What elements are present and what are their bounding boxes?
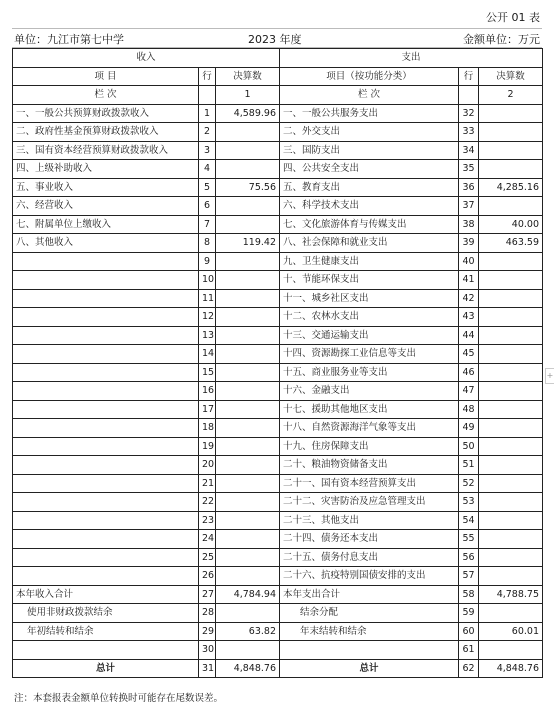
summary-row: [13, 641, 543, 660]
amount-unit: 金额单位：万元: [463, 33, 540, 46]
income-line-no: 14: [199, 345, 216, 364]
income-total-line: 31: [199, 659, 216, 678]
summary-income-amount: 4,784.94: [216, 585, 280, 604]
add-icon[interactable]: +: [545, 368, 554, 384]
expenditure-column-label: 栏 次: [280, 86, 459, 105]
income-item: [13, 493, 199, 512]
summary-income-item: 本年收入合计: [13, 585, 199, 604]
table-row: [13, 104, 543, 123]
table-row: [13, 197, 543, 216]
expenditure-item: 十三、交通运输支出: [280, 326, 459, 345]
expenditure-item: 五、教育支出: [280, 178, 459, 197]
income-item: 二、政府性基金预算财政拨款收入: [13, 123, 199, 142]
income-item-header: 项 目: [13, 67, 199, 86]
summary-expenditure-item: 结余分配: [280, 604, 459, 623]
summary-expenditure-amount: 60.01: [479, 622, 543, 641]
table-row: [13, 252, 543, 271]
expenditure-line-no: 37: [459, 197, 479, 216]
income-line-no: 23: [199, 511, 216, 530]
expenditure-amount: [479, 474, 543, 493]
income-item: [13, 363, 199, 382]
footnote: 注：本套报表金额单位转换时可能存在尾数误差。: [14, 693, 224, 704]
expenditure-amount: [479, 160, 543, 179]
column-index-row: [13, 86, 543, 105]
unit-bar: [12, 28, 542, 48]
expenditure-column-number: 2: [479, 86, 543, 105]
expenditure-amount: [479, 567, 543, 586]
income-line-no: 11: [199, 289, 216, 308]
table-row: [13, 400, 543, 419]
income-line-no: 24: [199, 530, 216, 549]
table-row: [13, 326, 543, 345]
expenditure-line-no: 41: [459, 271, 479, 290]
table-row: [13, 363, 543, 382]
expenditure-amount: [479, 548, 543, 567]
income-amount: [216, 530, 280, 549]
expenditure-line-no: 53: [459, 493, 479, 512]
expenditure-line-no: 55: [459, 530, 479, 549]
expenditure-amount: [479, 141, 543, 160]
expenditure-line-no: 35: [459, 160, 479, 179]
income-amount: [216, 363, 280, 382]
expenditure-item: 二十、粮油物资储备支出: [280, 456, 459, 475]
income-row-index-blank: [199, 86, 216, 105]
expenditure-line-no: 39: [459, 234, 479, 253]
income-amount: [216, 197, 280, 216]
summary-expenditure-item: 年末结转和结余: [280, 622, 459, 641]
income-row-header: 行: [199, 67, 216, 86]
expenditure-amount: [479, 308, 543, 327]
expenditure-line-no: 43: [459, 308, 479, 327]
income-item: [13, 474, 199, 493]
table-row: [13, 123, 543, 142]
income-item: [13, 456, 199, 475]
income-line-no: 16: [199, 382, 216, 401]
table-row: [13, 474, 543, 493]
income-amount: [216, 326, 280, 345]
income-amount: 75.56: [216, 178, 280, 197]
summary-row: [13, 585, 543, 604]
expenditure-item: 六、科学技术支出: [280, 197, 459, 216]
income-line-no: 5: [199, 178, 216, 197]
expenditure-amount: [479, 530, 543, 549]
income-item: [13, 548, 199, 567]
income-item: [13, 567, 199, 586]
expenditure-item: 二十六、抗疫特别国债安排的支出: [280, 567, 459, 586]
expenditure-line-no: 36: [459, 178, 479, 197]
income-amount: [216, 308, 280, 327]
expenditure-line-no: 38: [459, 215, 479, 234]
expenditure-item: 四、公共安全支出: [280, 160, 459, 179]
expenditure-line-no: 52: [459, 474, 479, 493]
expenditure-item: 十九、住房保障支出: [280, 437, 459, 456]
income-amount: [216, 123, 280, 142]
income-item: 八、其他收入: [13, 234, 199, 253]
income-amount-header: 决算数: [216, 67, 280, 86]
expenditure-amount: 40.00: [479, 215, 543, 234]
income-item: [13, 326, 199, 345]
expenditure-item: 二、外交支出: [280, 123, 459, 142]
income-item: 三、国有资本经营预算财政拨款收入: [13, 141, 199, 160]
column-header-row: [13, 67, 543, 86]
income-amount: [216, 252, 280, 271]
income-line-no: 12: [199, 308, 216, 327]
expenditure-amount: [479, 326, 543, 345]
income-line-no: 1: [199, 104, 216, 123]
expenditure-item: 十一、城乡社区支出: [280, 289, 459, 308]
expenditure-amount: [479, 511, 543, 530]
income-amount: [216, 456, 280, 475]
income-line-no: 6: [199, 197, 216, 216]
expenditure-line-no: 40: [459, 252, 479, 271]
summary-income-amount: 63.82: [216, 622, 280, 641]
expenditure-amount: [479, 493, 543, 512]
org-name: 单位：九江市第七中学: [14, 33, 124, 46]
income-line-no: 8: [199, 234, 216, 253]
table-row: [13, 160, 543, 179]
income-amount: 119.42: [216, 234, 280, 253]
expenditure-line-no: 48: [459, 400, 479, 419]
expenditure-amount: [479, 363, 543, 382]
income-line-no: 4: [199, 160, 216, 179]
income-amount: [216, 567, 280, 586]
expenditure-amount: [479, 400, 543, 419]
income-amount: [216, 511, 280, 530]
income-item: [13, 252, 199, 271]
table-row: [13, 234, 543, 253]
expenditure-total-amount: 4,848.76: [479, 659, 543, 678]
expenditure-line-no: 50: [459, 437, 479, 456]
expenditure-line-no: 44: [459, 326, 479, 345]
summary-expenditure-line-no: 58: [459, 585, 479, 604]
expenditure-item: 二十一、国有资本经营预算支出: [280, 474, 459, 493]
income-amount: [216, 419, 280, 438]
table-row: [13, 308, 543, 327]
summary-expenditure-amount: [479, 641, 543, 660]
table-row: [13, 567, 543, 586]
summary-income-line-no: 27: [199, 585, 216, 604]
income-line-no: 9: [199, 252, 216, 271]
income-line-no: 3: [199, 141, 216, 160]
expenditure-amount: [479, 456, 543, 475]
income-amount: [216, 215, 280, 234]
expenditure-item-header: 项目（按功能分类）: [280, 67, 459, 86]
expenditure-line-no: 57: [459, 567, 479, 586]
income-line-no: 15: [199, 363, 216, 382]
summary-expenditure-line-no: 60: [459, 622, 479, 641]
expenditure-amount: [479, 197, 543, 216]
expenditure-amount: [479, 271, 543, 290]
expenditure-item: 二十五、债务付息支出: [280, 548, 459, 567]
expenditure-line-no: 56: [459, 548, 479, 567]
income-line-no: 20: [199, 456, 216, 475]
expenditure-item: 二十四、债务还本支出: [280, 530, 459, 549]
expenditure-line-no: 46: [459, 363, 479, 382]
income-item: 六、经营收入: [13, 197, 199, 216]
expenditure-item: 八、社会保障和就业支出: [280, 234, 459, 253]
summary-income-item: 使用非财政拨款结余: [13, 604, 199, 623]
income-amount: [216, 474, 280, 493]
summary-income-item: [13, 641, 199, 660]
income-line-no: 26: [199, 567, 216, 586]
summary-income-amount: [216, 604, 280, 623]
summary-income-amount: [216, 641, 280, 660]
expenditure-item: 三、国防支出: [280, 141, 459, 160]
income-item: [13, 271, 199, 290]
summary-expenditure-item: [280, 641, 459, 660]
expenditure-line-no: 32: [459, 104, 479, 123]
income-total-label: 总计: [13, 659, 199, 678]
expenditure-row-header: 行: [459, 67, 479, 86]
expenditure-item: 二十三、其他支出: [280, 511, 459, 530]
expenditure-item: 十六、金融支出: [280, 382, 459, 401]
income-total-amount: 4,848.76: [216, 659, 280, 678]
summary-income-item: 年初结转和结余: [13, 622, 199, 641]
expenditure-amount: 463.59: [479, 234, 543, 253]
table-row: [13, 419, 543, 438]
income-item: [13, 382, 199, 401]
income-line-no: 2: [199, 123, 216, 142]
table-row: [13, 456, 543, 475]
income-line-no: 19: [199, 437, 216, 456]
table-row: [13, 493, 543, 512]
expenditure-item: 七、文化旅游体育与传媒支出: [280, 215, 459, 234]
expenditure-line-no: 45: [459, 345, 479, 364]
section-header-row: [13, 49, 543, 68]
expenditure-item: 十四、资源勘探工业信息等支出: [280, 345, 459, 364]
expenditure-amount: [479, 345, 543, 364]
summary-expenditure-item: 本年支出合计: [280, 585, 459, 604]
expenditure-item: 十八、自然资源海洋气象等支出: [280, 419, 459, 438]
summary-row: [13, 604, 543, 623]
income-line-no: 21: [199, 474, 216, 493]
expenditure-amount: [479, 382, 543, 401]
expenditure-item: 二十二、灾害防治及应急管理支出: [280, 493, 459, 512]
income-amount: 4,589.96: [216, 104, 280, 123]
income-item: 七、附属单位上缴收入: [13, 215, 199, 234]
expenditure-item: 一、一般公共服务支出: [280, 104, 459, 123]
income-item: [13, 419, 199, 438]
table-row: [13, 437, 543, 456]
expenditure-item: 九、卫生健康支出: [280, 252, 459, 271]
income-item: [13, 289, 199, 308]
financial-statement-table: [12, 48, 543, 678]
income-column-number: 1: [216, 86, 280, 105]
expenditure-amount: [479, 419, 543, 438]
expenditure-item: 十七、援助其他地区支出: [280, 400, 459, 419]
table-row: [13, 271, 543, 290]
expenditure-amount: [479, 123, 543, 142]
summary-income-line-no: 30: [199, 641, 216, 660]
expenditure-row-index-blank: [459, 86, 479, 105]
income-item: [13, 437, 199, 456]
income-item: [13, 308, 199, 327]
expenditure-line-no: 47: [459, 382, 479, 401]
table-row: [13, 345, 543, 364]
income-amount: [216, 548, 280, 567]
income-item: 一、一般公共预算财政拨款收入: [13, 104, 199, 123]
expenditure-item: 十二、农林水支出: [280, 308, 459, 327]
expenditure-line-no: 49: [459, 419, 479, 438]
income-line-no: 18: [199, 419, 216, 438]
table-row: [13, 141, 543, 160]
income-line-no: 17: [199, 400, 216, 419]
income-amount: [216, 160, 280, 179]
income-amount: [216, 493, 280, 512]
income-line-no: 25: [199, 548, 216, 567]
expenditure-item: 十五、商业服务业等支出: [280, 363, 459, 382]
table-row: [13, 530, 543, 549]
summary-expenditure-line-no: 61: [459, 641, 479, 660]
expenditure-line-no: 42: [459, 289, 479, 308]
expenditure-amount-header: 决算数: [479, 67, 543, 86]
table-row: [13, 548, 543, 567]
table-row: [13, 382, 543, 401]
expenditure-amount: [479, 437, 543, 456]
income-line-no: 13: [199, 326, 216, 345]
expenditure-line-no: 54: [459, 511, 479, 530]
income-amount: [216, 382, 280, 401]
income-column-label: 栏 次: [13, 86, 199, 105]
expenditure-amount: [479, 252, 543, 271]
summary-expenditure-amount: 4,788.75: [479, 585, 543, 604]
total-row: [13, 659, 543, 678]
form-number: 公开 01 表: [486, 11, 540, 24]
income-amount: [216, 437, 280, 456]
expenditure-amount: [479, 289, 543, 308]
expenditure-section-header: 支出: [280, 49, 543, 68]
income-amount: [216, 289, 280, 308]
report-year: 2023 年度: [248, 33, 302, 46]
summary-expenditure-line-no: 59: [459, 604, 479, 623]
summary-income-line-no: 29: [199, 622, 216, 641]
income-item: 四、上级补助收入: [13, 160, 199, 179]
table-row: [13, 178, 543, 197]
income-amount: [216, 400, 280, 419]
income-section-header: 收入: [13, 49, 280, 68]
summary-row: [13, 622, 543, 641]
income-item: [13, 511, 199, 530]
expenditure-line-no: 34: [459, 141, 479, 160]
income-line-no: 10: [199, 271, 216, 290]
income-item: [13, 345, 199, 364]
expenditure-item: 十、节能环保支出: [280, 271, 459, 290]
income-line-no: 22: [199, 493, 216, 512]
expenditure-line-no: 51: [459, 456, 479, 475]
income-amount: [216, 271, 280, 290]
expenditure-total-label: 总计: [280, 659, 459, 678]
expenditure-amount: [479, 104, 543, 123]
income-line-no: 7: [199, 215, 216, 234]
income-amount: [216, 141, 280, 160]
income-amount: [216, 345, 280, 364]
table-row: [13, 511, 543, 530]
income-item: [13, 400, 199, 419]
table-row: [13, 215, 543, 234]
income-item: 五、事业收入: [13, 178, 199, 197]
expenditure-amount: 4,285.16: [479, 178, 543, 197]
expenditure-line-no: 33: [459, 123, 479, 142]
table-row: [13, 289, 543, 308]
summary-expenditure-amount: [479, 604, 543, 623]
summary-income-line-no: 28: [199, 604, 216, 623]
income-item: [13, 530, 199, 549]
expenditure-total-line: 62: [459, 659, 479, 678]
